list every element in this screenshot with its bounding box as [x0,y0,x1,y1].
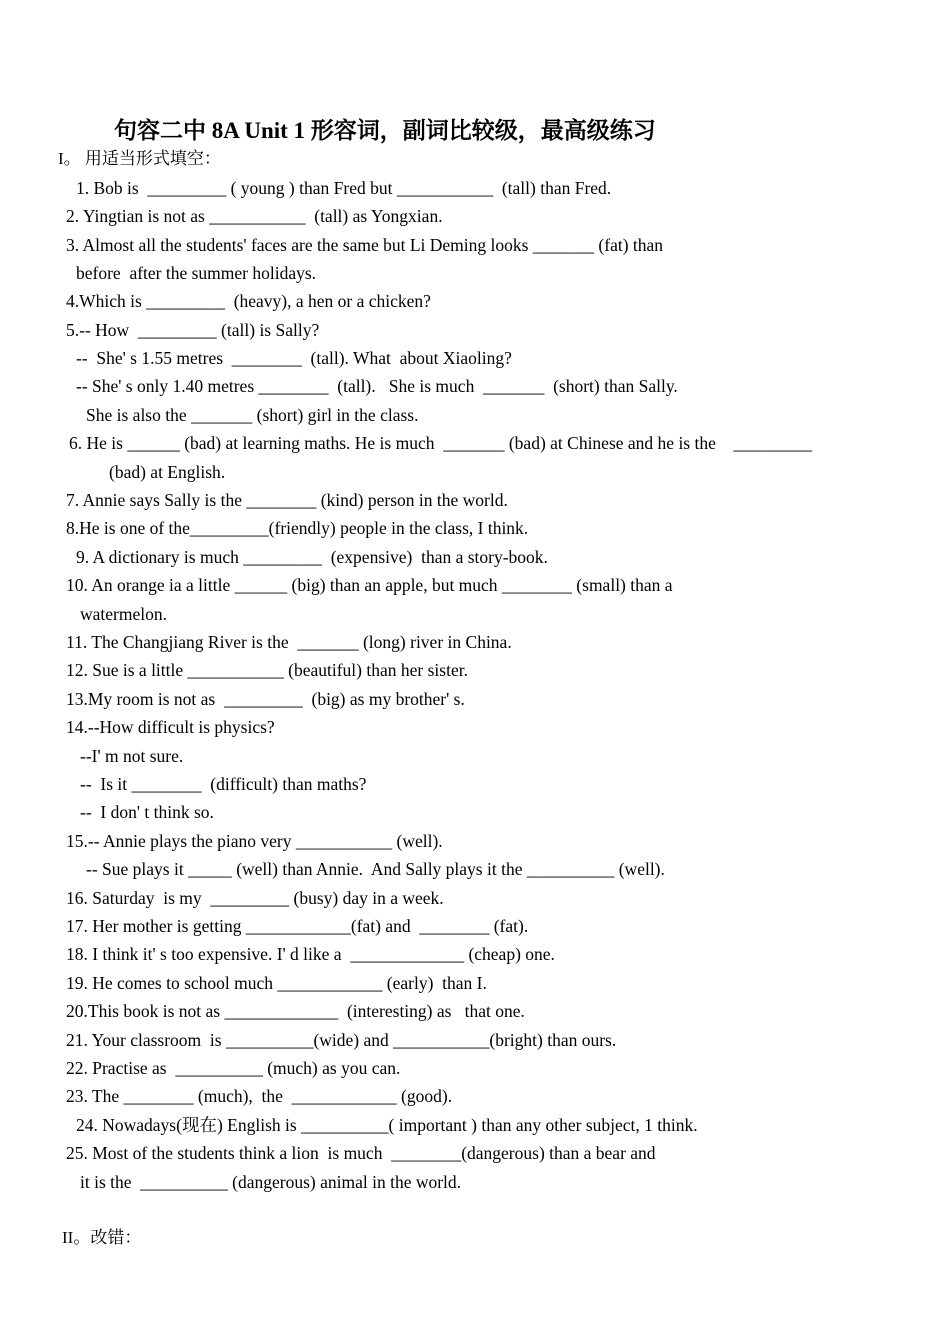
exercise-line: She is also the _______ (short) girl in the class. [86,405,419,425]
exercise-line: -- She' s only 1.40 metres ________ (tall). She is much _______ (short) than Sally. [76,376,678,396]
page-title: 句容二中 8A Unit 1 形容词，副词比较级，最高级练习 [114,118,656,143]
exercise-line: 3. Almost all the students' faces are the same but Li Deming looks _______ (fat) than [66,235,664,255]
exercise-line: 5.-- How _________ (tall) is Sally? [66,320,320,340]
exercise-line: before after the summer holidays. [76,263,317,283]
section-1-heading: I。 用适当形式填空： [58,149,221,168]
exercise-line: 12. Sue is a little ___________ (beautiful) than her sister. [66,660,468,680]
exercise-line: -- Is it ________ (difficult) than maths? [80,774,367,794]
exercise-line: 8.He is one of the_________(friendly) people in the class, I think. [66,518,529,538]
exercise-line: (bad) at English. [109,462,226,482]
exercise-line: 10. An orange ia a little ______ (big) than an apple, but much ________ (small) than a [66,575,673,595]
exercise-line: 16. Saturday is my _________ (busy) day in a week. [66,888,444,908]
exercise-line: 20.This book is not as _____________ (interesting) as that one. [66,1001,525,1021]
exercise-line: 11. The Changjiang River is the _______ (long) river in China. [66,632,512,652]
exercise-line: 15.-- Annie plays the piano very ___________ (well). [66,831,443,851]
exercise-line: 18. I think it' s too expensive. I' d like a _____________ (cheap) one. [66,944,555,964]
exercise-line: -- She' s 1.55 metres ________ (tall). What about Xiaoling? [76,348,512,368]
exercise-line: it is the __________ (dangerous) animal in the world. [80,1172,462,1192]
exercise-line: 22. Practise as __________ (much) as you can. [66,1058,401,1078]
exercise-line: 17. Her mother is getting ____________(fat) and ________ (fat). [66,916,529,936]
exercise-line: -- Sue plays it _____ (well) than Annie. And Sally plays it the __________ (well). [86,859,665,879]
exercise-line: -- I don' t think so. [80,802,214,822]
exercise-line: 1. Bob is _________ ( young ) than Fred but ___________ (tall) than Fred. [76,178,612,198]
exercise-line: 7. Annie says Sally is the ________ (kind) person in the world. [66,490,508,510]
exercise-line: 2. Yingtian is not as ___________ (tall) as Yongxian. [66,206,443,226]
exercise-line: 6. He is ______ (bad) at learning maths. He is much _______ (bad) at Chinese and he is the _________ [69,433,813,453]
exercise-line: 21. Your classroom is __________(wide) and ___________(bright) than ours. [66,1030,617,1050]
exercise-line: 14.--How difficult is physics? [66,717,275,737]
exercise-line: 23. The ________ (much), the ____________ (good). [66,1086,453,1106]
exercise-line: 9. A dictionary is much _________ (expensive) than a story-book. [76,547,548,567]
exercise-line: --I' m not sure. [80,746,184,766]
section-2-heading: II。改错： [62,1228,142,1247]
exercise-line: 13.My room is not as _________ (big) as my brother' s. [66,689,465,709]
exercise-line: 25. Most of the students think a lion is much ________(dangerous) than a bear and [66,1143,656,1163]
exercise-line: watermelon. [80,604,167,624]
exercise-line: 4.Which is _________ (heavy), a hen or a chicken? [66,291,431,311]
exercise-line: 19. He comes to school much ____________ (early) than I. [66,973,487,993]
exercise-line: 24. Nowadays(现在) English is __________( important ) than any other subject, 1 think. [76,1115,698,1135]
